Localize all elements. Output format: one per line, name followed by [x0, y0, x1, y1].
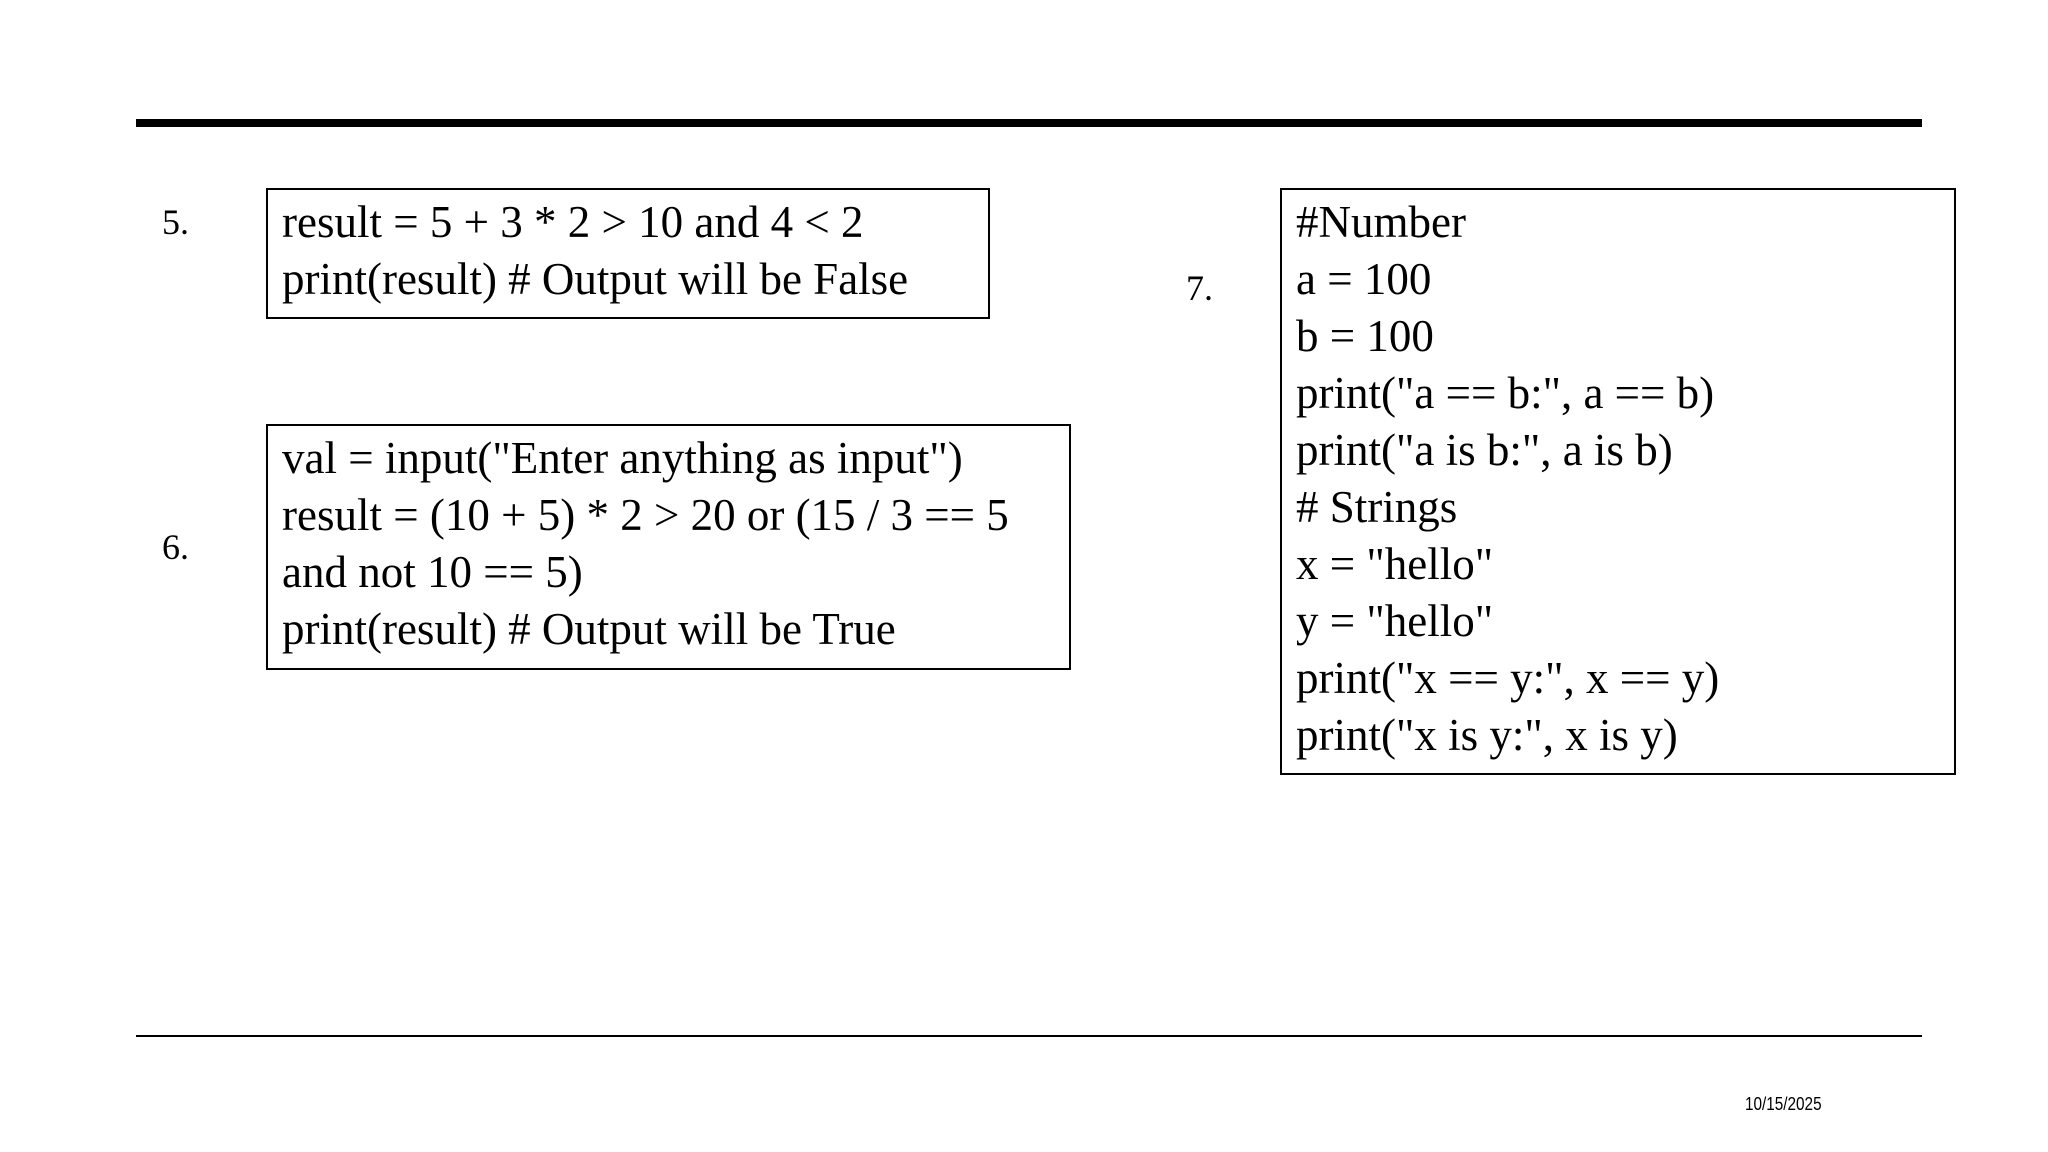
code-line: print("a == b:", a == b): [1296, 368, 1715, 418]
bottom-rule: [136, 1035, 1922, 1037]
slide-date: 10/15/2025: [1745, 1094, 1822, 1114]
example-7-code-box: [1280, 188, 1956, 775]
code-line: # Strings: [1296, 482, 1458, 532]
top-rule: [136, 119, 1922, 127]
code-line: val = input("Enter anything as input"): [282, 433, 963, 483]
code-line: y = "hello": [1296, 596, 1494, 646]
code-line: print("x == y:", x == y): [1296, 653, 1720, 703]
code-line: and not 10 == 5): [282, 547, 583, 597]
code-line: result = (10 + 5) * 2 > 20 or (15 / 3 == 5: [282, 490, 1009, 540]
example-6-number: 6.: [162, 527, 189, 567]
code-line: a = 100: [1296, 254, 1432, 304]
code-line: x = "hello": [1296, 539, 1494, 589]
code-line: print("x is y:", x is y): [1296, 710, 1678, 760]
example-6-code-box: [266, 424, 1071, 670]
example-5-number: 5.: [162, 202, 189, 242]
code-line: #Number: [1296, 197, 1466, 247]
code-line: print("a is b:", a is b): [1296, 425, 1673, 475]
code-line: print(result) # Output will be True: [282, 604, 896, 654]
code-line: b = 100: [1296, 311, 1434, 361]
example-7-number: 7.: [1186, 268, 1213, 308]
example-5-code-box: [266, 188, 990, 319]
code-line: print(result) # Output will be False: [282, 254, 909, 304]
code-line: result = 5 + 3 * 2 > 10 and 4 < 2: [282, 197, 864, 247]
